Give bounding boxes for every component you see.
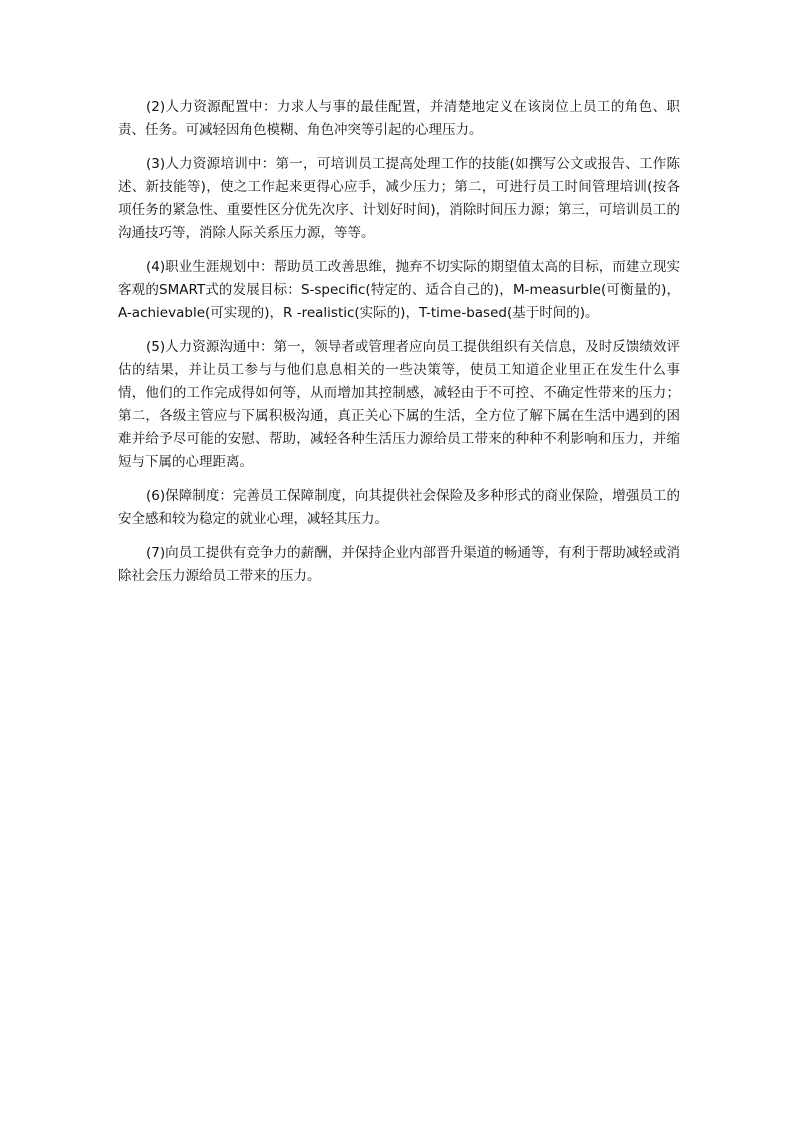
paragraph-security-system: (6)保障制度：完善员工保障制度，向其提供社会保险及多种形式的商业保险，增强员工的安全感和较为稳定的就业心理，减轻其压力。 xyxy=(118,488,680,527)
document-page xyxy=(118,96,680,599)
paragraph-training: (3)人力资源培训中：第一，可培训员工提高处理工作的技能(如撰写公文或报告、工作陈述、新技能等)，使之工作起来更得心应手，减少压力；第二，可进行员工时间管理培训(按各项任务的紧急性、重要性区分优先次序、计划好时间)，消除时间压力源；第三，可培训员工的沟通技巧等，消除人际关系压力源，等等。 xyxy=(118,156,680,241)
paragraph-communication: (5)人力资源沟通中：第一，领导者或管理者应向员工提供组织有关信息，及时反馈绩效评估的结果，并让员工参与与他们息息相关的一些决策等，使员工知道企业里正在发生什么事情，他们的工作完成得如何等，从而增加其控制感，减轻由于不可控、不确定性带来的压力；第二，各级主管应与下属积极沟通，真正关心下属的生活，全方位了解下属在生活中遇到的困难并给予尽可能的安慰、帮助，减轻各种生活压力源给员工带来的种种不利影响和压力，并缩短与下属的心理距离。 xyxy=(118,339,680,470)
paragraph-career-planning: (4)职业生涯规划中：帮助员工改善思维，抛弃不切实际的期望值太高的目标，而建立现实客观的SMART式的发展目标：S-specific(特定的、适合自己的)，M-measurble(可衡量的)，A-achievable(可实现的)，R -realistic(实际的)，T-time-based(基于时间的)。 xyxy=(118,259,680,321)
paragraph-staffing: (2)人力资源配置中：力求人与事的最佳配置，并清楚地定义在该岗位上员工的角色、职责、任务。可减轻因角色模糊、角色冲突等引起的心理压力。 xyxy=(118,99,680,138)
paragraph-compensation: (7)向员工提供有竞争力的薪酬，并保持企业内部晋升渠道的畅通等，有利于帮助减轻或消除社会压力源给员工带来的压力。 xyxy=(118,545,680,584)
